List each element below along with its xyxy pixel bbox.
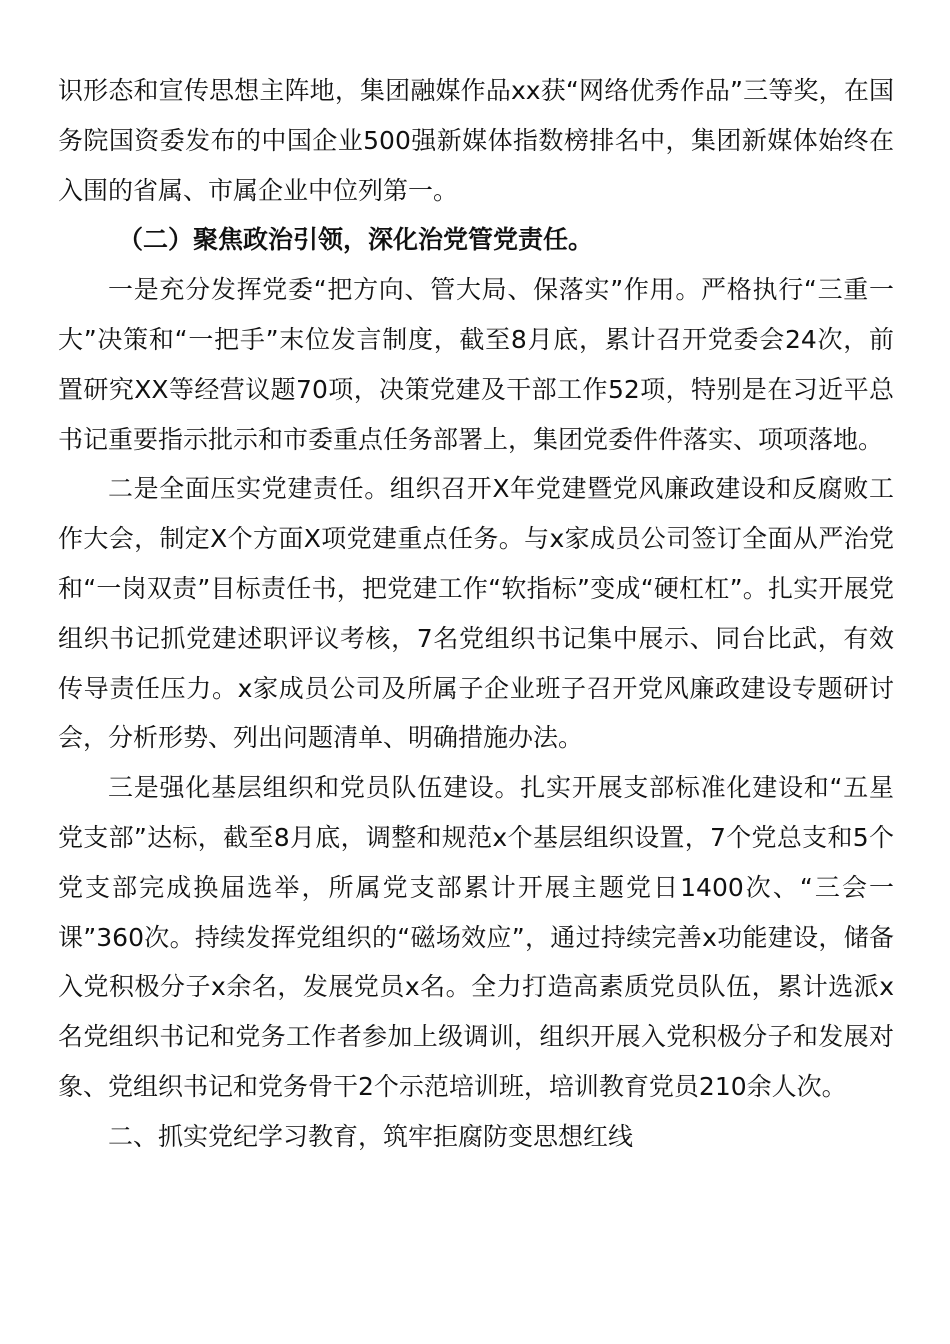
section-heading: 二、抓实党纪学习教育，筑牢拒腐防变思想红线 — [108, 1121, 634, 1151]
paragraph-grassroots-organization: 三是强化基层组织和党员队伍建设。扎实开展支部标准化建设和“五星党支部”达标，截至8月底，调整和规范x个基层组织设置，7个党总支和5个党支部完成换届选举，所属党支部累计开展主题党日1400次、“三会一课”360次。持续发挥党组织的“磁场效应”，通过持续完善x功能建设，储备入党积极分子x余名，发展党员x名。全力打造高素质党员队伍，累计选派x名党组织书记和党务工作者参加上级调训，组织开展入党积极分子和发展对象、党组织书记和党务骨干2个示范培训班，培训教育党员210余人次。 — [58, 773, 894, 1101]
paragraph-party-committee: 一是充分发挥党委“把方向、管大局、保落实”作用。严格执行“三重一大”决策和“一把手”末位发言制度，截至8月底，累计召开党委会24次，前置研究XX等经营议题70项，决策党建及干部工作52项，特别是在习近平总书记重要指示批示和市委重点任务部署上，集团党委件件落实、项项落地。 — [58, 275, 894, 454]
paragraph-party-responsibility: 二是全面压实党建责任。组织召开X年党建暨党风廉政建设和反腐败工作大会，制定X个方面X项党建重点任务。与x家成员公司签订全面从严治党和“一岗双责”目标责任书，把党建工作“软指标”变成“硬杠杠”。扎实开展党组织书记抓党建述职评议考核，7名党组织书记集中展示、同台比武，有效传导责任压力。x家成员公司及所属子企业班子召开党风廉政建设专题研讨会，分析形势、列出问题清单、明确措施办法。 — [58, 474, 894, 753]
document-body — [58, 66, 894, 1162]
subsection-heading: （二）聚焦政治引领，深化治党管党责任。 — [118, 225, 594, 255]
paragraph-continuation: 识形态和宣传思想主阵地，集团融媒作品xx获“网络优秀作品”三等奖，在国务院国资委发布的中国企业500强新媒体指数榜排名中，集团新媒体始终在入围的省属、市属企业中位列第一。 — [58, 76, 894, 205]
